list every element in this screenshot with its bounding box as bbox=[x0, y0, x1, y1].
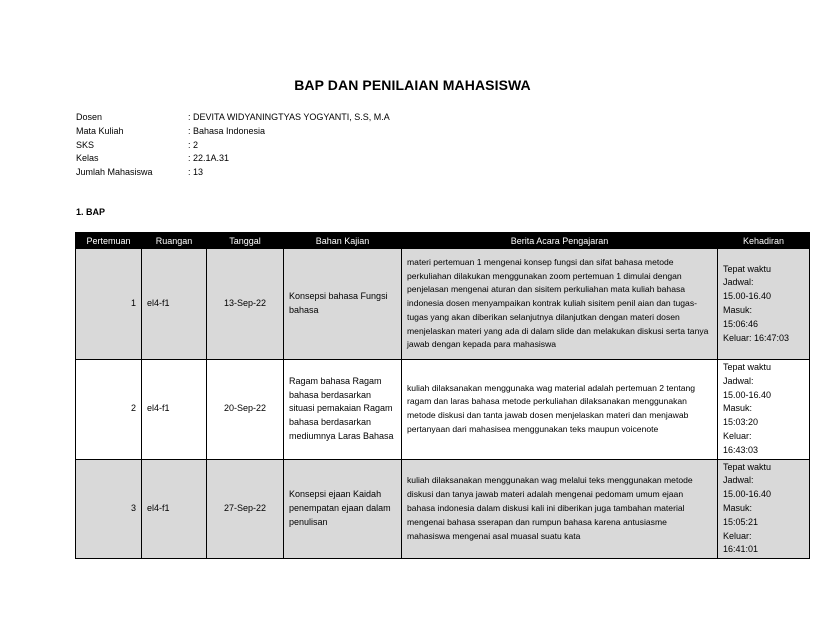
cell-kehadiran bbox=[718, 360, 810, 460]
info-label: Jumlah Mahasiswa bbox=[76, 167, 153, 178]
cell-tanggal: 27-Sep-22 bbox=[207, 459, 284, 559]
cell-kehadiran bbox=[718, 249, 810, 360]
kehadiran-line: 15.00-16.40 bbox=[723, 489, 772, 500]
header-bahan-kajian: Bahan Kajian bbox=[284, 233, 402, 249]
info-value: : 22.1A.31 bbox=[188, 153, 230, 164]
cell-bahan-kajian: Ragam bahasa Ragam bahasa berdasarkan situasi pemakaian Ragam bahasa berdasarkan mediumnya Laras Bahasa bbox=[284, 360, 402, 460]
cell-berita-acara: kuliah dilaksanakan menggunaka wag material adalah pertemuan 2 tentang ragam dan laras bahasa metode perkuliahan dilaksanakan menggunakan metode diskusi dan tanta jawab dosen menjelaskan materi dan menjawab pertanyaan dari mahasisea menggunakan teks maupun voicenote bbox=[402, 360, 718, 460]
kehadiran-line: 15:03:20 bbox=[723, 417, 759, 428]
cell-berita-acara: kuliah dilaksanakan menggunakan wag melalui teks menggunakan metode diskusi dan tanya jawab materi adalah mengenai pedomam umum ejaan bahasa indonesia dalam diskusi kali ini diberikan juga tambahan material mengenai bahasa sserapan dan rumpun bahasa karena antusiasme mahasiswa mengenai asal muasal suatu kata bbox=[402, 459, 718, 559]
header-tanggal: Tanggal bbox=[207, 233, 284, 249]
kehadiran-line: Masuk: bbox=[723, 403, 753, 414]
page-title: BAP DAN PENILAIAN MAHASISWA bbox=[294, 77, 531, 93]
info-value: : 13 bbox=[188, 167, 204, 178]
header-kehadiran: Kehadiran bbox=[718, 233, 810, 249]
info-value: : 2 bbox=[188, 139, 199, 150]
header-ruangan: Ruangan bbox=[142, 233, 207, 249]
table-header-row bbox=[76, 233, 810, 249]
kehadiran-line: Jadwal: bbox=[723, 277, 754, 288]
info-label: Dosen bbox=[76, 112, 103, 122]
kehadiran-line: 15.00-16.40 bbox=[723, 291, 772, 302]
header-berita-acara: Berita Acara Pengajaran bbox=[402, 233, 718, 249]
kehadiran-line: Tepat waktu bbox=[723, 263, 772, 274]
info-label: Mata Kuliah bbox=[76, 125, 124, 136]
kehadiran-line: Masuk: bbox=[723, 502, 753, 513]
cell-pertemuan: 2 bbox=[76, 360, 142, 460]
cell-bahan-kajian: Konsepsi bahasa Fungsi bahasa bbox=[284, 249, 402, 360]
info-value: : DEVITA WIDYANINGTYAS YOGYANTI, S.S, M.A bbox=[188, 112, 390, 122]
kehadiran-line: Jadwal: bbox=[723, 375, 754, 386]
kehadiran-line: 15:05:21 bbox=[723, 516, 759, 527]
info-value: : Bahasa Indonesia bbox=[188, 125, 266, 136]
header-pertemuan: Pertemuan bbox=[76, 233, 142, 249]
cell-bahan-kajian: Konsepsi ejaan Kaidah penempatan ejaan dalam penulisan bbox=[284, 459, 402, 559]
section-title: 1. BAP bbox=[76, 207, 106, 217]
table-row bbox=[76, 360, 810, 460]
kehadiran-line: 16:43:03 bbox=[723, 444, 759, 455]
bap-table bbox=[75, 232, 810, 559]
kehadiran-line: Masuk: bbox=[723, 305, 753, 315]
info-label: Kelas bbox=[76, 153, 99, 164]
cell-ruangan: el4-f1 bbox=[142, 249, 207, 360]
kehadiran-line: Tepat waktu bbox=[723, 362, 772, 372]
kehadiran-line: Keluar: 16:47:03 bbox=[723, 332, 790, 343]
kehadiran-line: Keluar: bbox=[723, 430, 752, 441]
cell-tanggal: 20-Sep-22 bbox=[207, 360, 284, 460]
cell-kehadiran bbox=[718, 459, 810, 559]
kehadiran-line: Jadwal: bbox=[723, 475, 754, 486]
kehadiran-line: 15.00-16.40 bbox=[723, 389, 772, 400]
kehadiran-line: 15:06:46 bbox=[723, 318, 759, 329]
cell-pertemuan: 3 bbox=[76, 459, 142, 559]
cell-tanggal: 13-Sep-22 bbox=[207, 249, 284, 360]
cell-ruangan: el4-f1 bbox=[142, 459, 207, 559]
table-row bbox=[76, 249, 810, 360]
kehadiran-line: Tepat waktu bbox=[723, 461, 772, 472]
kehadiran-line: Keluar: bbox=[723, 530, 752, 541]
cell-ruangan: el4-f1 bbox=[142, 360, 207, 460]
kehadiran-line: 16:41:01 bbox=[723, 544, 759, 555]
cell-pertemuan: 1 bbox=[76, 249, 142, 360]
cell-berita-acara: materi pertemuan 1 mengenai konsep fungsi dan sifat bahasa metode perkuliahan dilakukan menggunakan zoom pertemuan 1 dimulai dengan penjelasan mengenai aturan dan sisitem perkuliahan mata kuliah bahasa indonesia dosen menyampaikan kontrak kuliah sisitem penil aian dan tugas-tugas yang akan diberikan selanjutnya dilanjutkan dengan materi dosen menjelaskan materi yang ada di dalam slide dan melakukan diskusi serta tanya jawab dengan kepada para mahasiswa bbox=[402, 249, 718, 360]
info-label: SKS bbox=[76, 139, 95, 150]
table-row bbox=[76, 459, 810, 559]
